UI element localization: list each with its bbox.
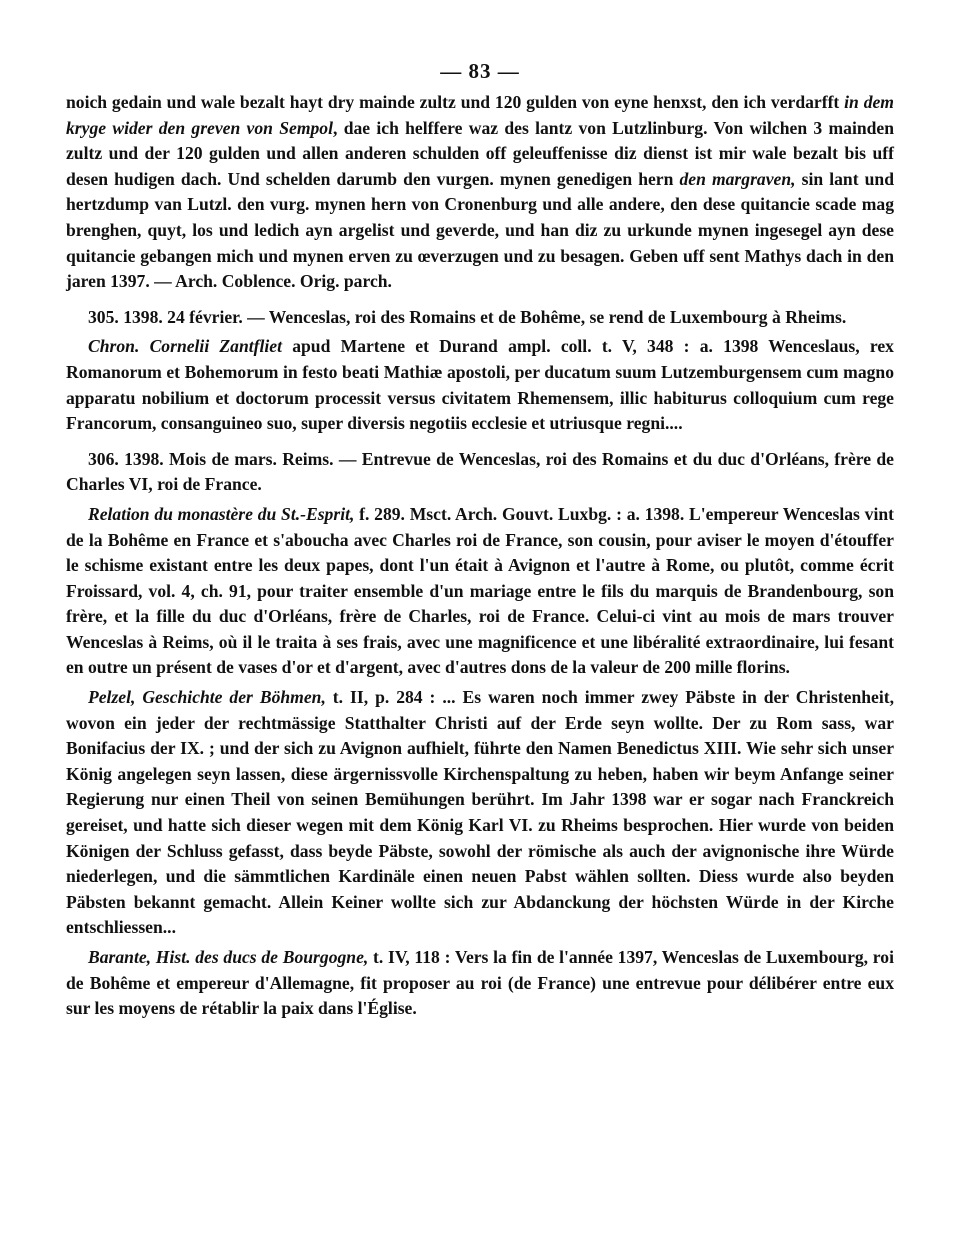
source-text: apud Martene et Durand ampl. coll. t. V, 348 : a. 1398 Wenceslaus, rex Romanorum et Bohemorum in festo beati Mathiæ apostoli, per ducatum suum Lutzemburgensem cum magno apparatu nobilium et doctorum processit versus civitatem Rhemensem, illic habiturus colloquium cum rege Francorum, consanguineo suo, super diversis negotiis ecclesie et utriusque regni....	[66, 336, 894, 434]
text-run: , dae ich helffere waz des lantz von Lutzlinburg. Von wilchen 3 mainden zultz und der 120 gulden und allen anderen schulden off geleuffenisse diz dienst ist mir wale bezalt bis uff desen hudigen dach. Und schelden darumb den vurgen. mynen genedigen hern	[66, 117, 894, 189]
source-title: Chron. Cornelii Zantfliet	[88, 336, 282, 357]
source-text: t. IV, 118 : Vers la fin de l'année 1397, Wenceslas de Luxembourg, roi de Bohême et empereur d'Allemagne, fit proposer au roi (de France) une entrevue pour délibérer entre eux sur les moyens de rétablir la paix dans l'Église.	[66, 947, 894, 1019]
text-run: sin lant und hertzdump van Lutzl. den vurg. mynen hern von Cronenburg und alle andere, den dese quitancie scade mag brenghen, quyt, los und ledich ayn argelist und geverde, und han diz zu urkunde mynen ingesegel ayn dese quitancie gebangen mich und mynen erven zu œverzugen und zu besagen. Geben uff sent Mathys dach in den jaren 1397. — Arch. Coblence. Orig. parch.	[66, 168, 895, 292]
entry-306-source-1	[66, 502, 894, 681]
source-text: f. 289. Msct. Arch. Gouvt. Luxbg. : a. 1398. L'empereur Wenceslas vint de la Bohême en France et s'aboucha avec Charles roi de France, son cousin, pour aviser le moyen d'étouffer le schisme existant entre les deux papes, dont l'un était à Avignon et l'autre à Rome, ou plutôt, comme écrit Froissard, vol. 4, ch. 91, pour traiter ensemble d'un mariage entre le fils du marquis de Brandenbourg, son frère, et la fille du duc d'Orléans, frère de Charles, roi de France. Celui-ci vint au mois de mars trouver Wenceslas à Reims, où il le traita à ses frais, avec une magnificence et une libéralité extraordinaire, lui fesant en outre un présent de vases d'or et d'argent, avec d'autres dons de la valeur de 200 mille florins.	[66, 503, 894, 678]
italic-run: in dem kryge wider den greven von Sempol	[66, 92, 894, 138]
entry-306-source-2	[66, 685, 894, 941]
source-text: t. II, p. 284 : ... Es waren noch immer zwey Päbste in der Christenheit, wovon ein jeder der rechtmässige Statthalter Christi auf der Erde seyn wollte. Der zu Rom sass, war Bonifacius der IX. ; und der sich zu Avignon aufhielt, führte den Namen Benedictus XIII. Wie sehr sich unser König angelegen seyn lassen, diese ärgernissvolle Kirchenspaltung zu heben, haben wir beym Anfange seiner Regierung nur einen Theil von seinen Bemühungen berührt. Im Jahr 1398 war er sogar nach Franckreich gereiset, und hatte sich dieser wegen mit dem König Karl VI. zu Rheims besprochen. Hier wurde von beiden Königen der Schluss gefasst, dass beyde Päbste, sowohl der römische als auch der avignonische ihre Würde niederlegen, und die sämmtlichen Kardinäle einen neuen Pabst wählen sollten. Diess wurde also beyden Päbsten bekannt gemacht. Allein Keiner wollte sich zur Abdanckung der höchsten Würde in der Kirche entschliessen...	[66, 687, 894, 938]
entry-306-source-3	[66, 945, 894, 1022]
entry-305-heading: 305. 1398. 24 février. — Wenceslas, roi des Romains et de Bohême, se rend de Luxembourg à Rheims.	[88, 306, 847, 327]
source-title: Relation du monastère du St.-Esprit,	[88, 503, 355, 524]
entry-305-source	[66, 334, 894, 436]
entry-306-heading: 306. 1398. Mois de mars. Reims. — Entrevue de Wenceslas, roi des Romains et du duc d'Orléans, frère de Charles VI, roi de France.	[66, 448, 894, 495]
italic-run: den margraven,	[679, 168, 796, 189]
document-page	[66, 58, 894, 1022]
text-run: noich gedain und wale bezalt hayt dry mainde zultz und 120 gulden von eyne henxst, den ich verdarfft	[66, 92, 845, 112]
source-title: Barante, Hist. des ducs de Bourgogne,	[88, 947, 369, 967]
page-number: — 83 —	[440, 59, 520, 83]
source-title: Pelzel, Geschichte der Böhmen,	[88, 687, 326, 708]
paragraph-continuation	[66, 90, 894, 295]
